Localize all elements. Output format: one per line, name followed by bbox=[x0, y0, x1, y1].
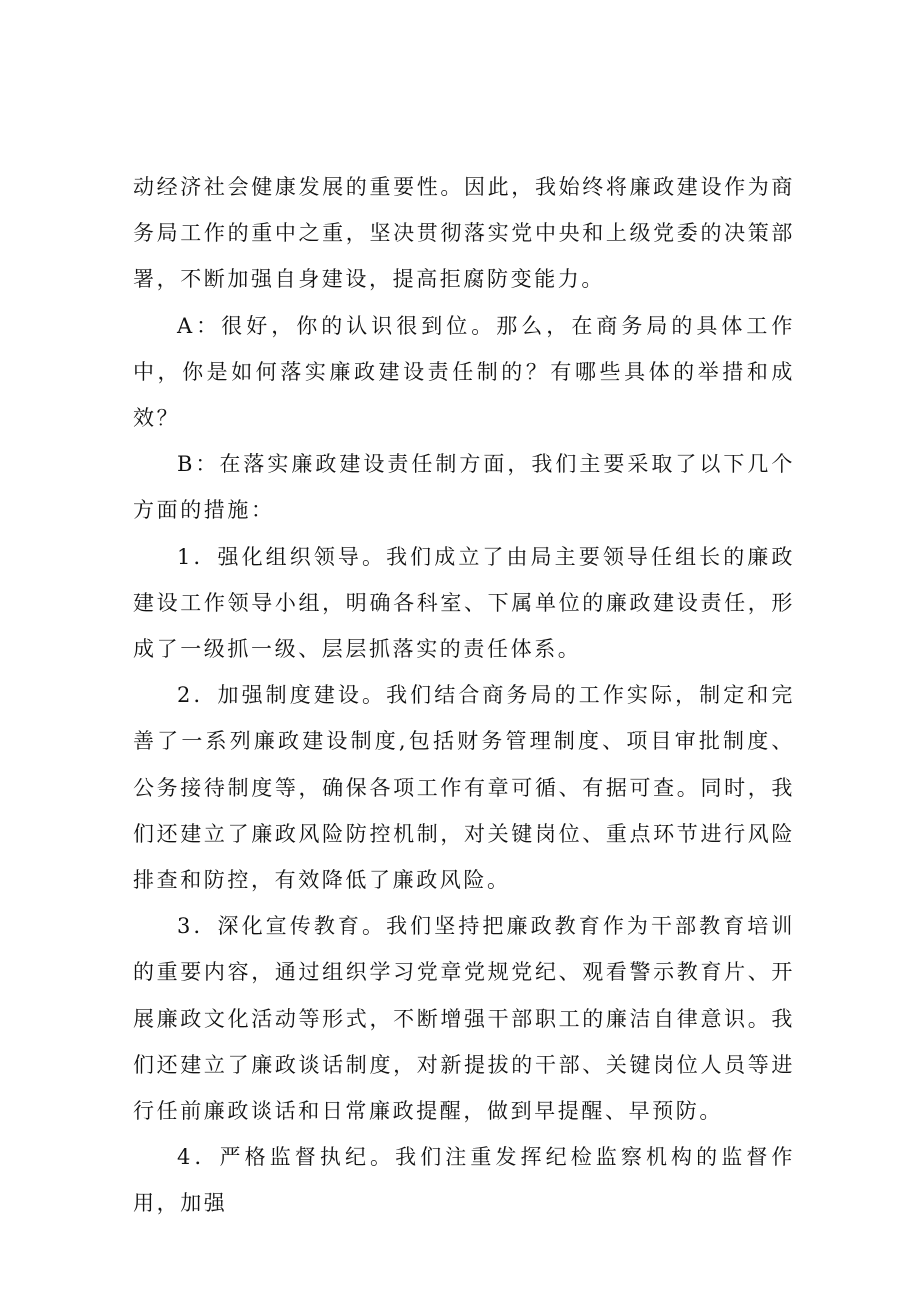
paragraph-continuation: 动经济社会健康发展的重要性。因此，我始终将廉政建设作为商务局工作的重中之重，坚决贯彻落实党中央和上级党委的决策部署，不断加强自身建设，提高拒腐防变能力。 bbox=[133, 175, 795, 292]
paragraph-measure-2: 2．加强制度建设。我们结合商务局的工作实际，制定和完善了一系列廉政建设制度,包括财务管理制度、项目审批制度、公务接待制度等，确保各项工作有章可循、有据可查。同时，我们还建立了廉政风险防控机制，对关键岗位、重点环节进行风险排查和防控，有效降低了廉政风险。 bbox=[133, 683, 795, 893]
paragraph-measure-1: 1．强化组织领导。我们成立了由局主要领导任组长的廉政建设工作领导小组，明确各科室、下属单位的廉政建设责任，形成了一级抓一级、层层抓落实的责任体系。 bbox=[133, 544, 795, 662]
paragraph-measure-4: 4．严格监督执纪。我们注重发挥纪检监察机构的监督作用，加强 bbox=[133, 1145, 795, 1216]
document-body bbox=[133, 164, 795, 1227]
paragraph-measure-3: 3．深化宣传教育。我们坚持把廉政教育作为干部教育培训的重要内容，通过组织学习党章党规党纪、观看警示教育片、开展廉政文化活动等形式，不断增强干部职工的廉洁自律意识。我们还建立了廉政谈话制度，对新提拔的干部、关键岗位人员等进行任前廉政谈话和日常廉政提醒，做到早提醒、早预防。 bbox=[133, 914, 795, 1124]
paragraph-question-a: A：很好，你的认识很到位。那么，在商务局的具体工作中，你是如何落实廉政建设责任制的？有哪些具体的举措和成效？ bbox=[133, 313, 795, 431]
paragraph-answer-b: B：在落实廉政建设责任制方面，我们主要采取了以下几个方面的措施： bbox=[133, 452, 795, 523]
